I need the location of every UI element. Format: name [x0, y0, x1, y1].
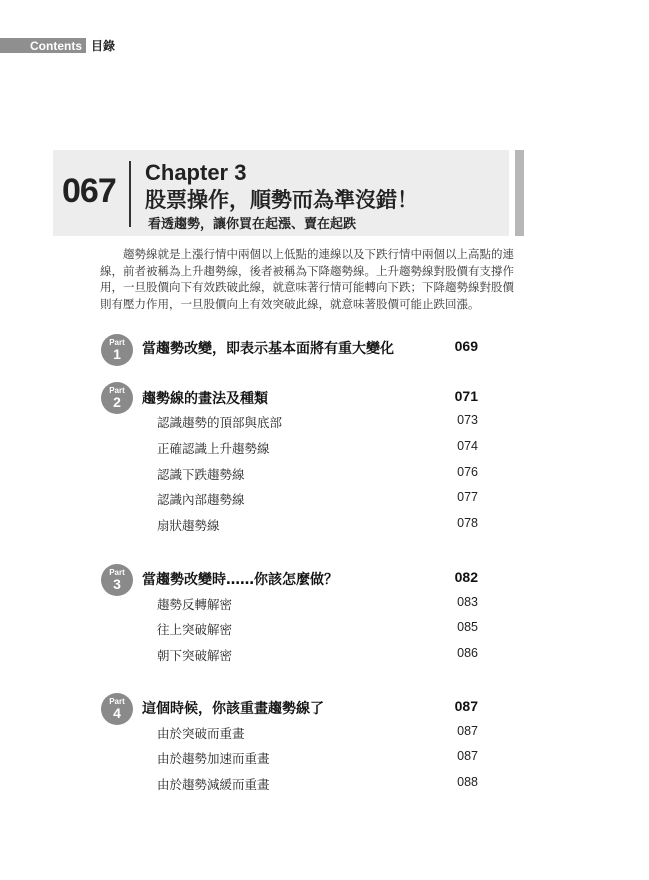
toc-item-page[interactable]: 083	[457, 595, 478, 609]
part-1-title[interactable]: 當趨勢改變，即表示基本面將有重大變化	[142, 341, 394, 357]
chapter-label: Chapter 3	[145, 160, 247, 185]
toc-item-page[interactable]: 076	[457, 465, 478, 479]
part-3-badge	[101, 564, 133, 596]
part-1-badge	[101, 334, 133, 366]
chapter-title[interactable]: 股票操作，順勢而為準沒錯！	[145, 188, 418, 212]
part-4-title[interactable]: 這個時候，你該重畫趨勢線了	[142, 701, 324, 717]
part-word: Part	[109, 338, 125, 347]
chapter-intro: 趨勢線就是上漲行情中兩個以上低點的連線以及下跌行情中兩個以上高點的連線，前者被稱為上升趨勢線，後者被稱為下降趨勢線。上升趨勢線對股價有支撐作用，一旦股價向下有效跌破此線，就意味著行情可能轉向下跌；下降趨勢線對股價則有壓力作用，一旦股價向上有效突破此線，就意味著股價可能止跌回漲。	[100, 247, 514, 311]
part-4-badge	[101, 693, 133, 725]
toc-item[interactable]: 往上突破解密	[157, 622, 233, 637]
part-word: Part	[109, 386, 125, 395]
chapter-divider	[129, 161, 131, 227]
toc-item[interactable]: 趨勢反轉解密	[157, 597, 233, 612]
chapter-page-number[interactable]: 067	[62, 172, 116, 210]
part-4-page[interactable]: 087	[454, 698, 478, 714]
chapter-banner-bar	[515, 150, 524, 236]
part-number: 2	[113, 394, 121, 410]
toc-item-page[interactable]: 074	[457, 439, 478, 453]
part-number: 1	[113, 346, 121, 362]
part-number: 4	[113, 705, 121, 721]
toc-item[interactable]: 由於突破而重畫	[157, 726, 245, 741]
toc-item-page[interactable]: 085	[457, 620, 478, 634]
part-2-badge	[101, 382, 133, 414]
contents-header	[0, 38, 115, 53]
mulu-label: 目錄	[91, 39, 116, 53]
part-3-page[interactable]: 082	[454, 569, 478, 585]
toc-item-page[interactable]: 078	[457, 516, 478, 530]
part-2-page[interactable]: 071	[454, 388, 478, 404]
chapter-subtitle: 看透趨勢，讓你買在起漲、賣在起跌	[148, 217, 357, 232]
part-3-title[interactable]: 當趨勢改變時……你該怎麼做？	[142, 572, 338, 588]
toc-item-page[interactable]: 087	[457, 749, 478, 763]
toc-item[interactable]: 扇狀趨勢線	[157, 518, 220, 533]
toc-item-page[interactable]: 073	[457, 413, 478, 427]
toc-item[interactable]: 認識內部趨勢線	[157, 492, 245, 507]
toc-item-page[interactable]: 087	[457, 724, 478, 738]
toc-item[interactable]: 由於趨勢減緩而重畫	[157, 777, 270, 792]
toc-item-page[interactable]: 086	[457, 646, 478, 660]
toc-item[interactable]: 認識下跌趨勢線	[157, 467, 245, 482]
toc-item-page[interactable]: 088	[457, 775, 478, 789]
toc-item-page[interactable]: 077	[457, 490, 478, 504]
toc-item[interactable]: 認識趨勢的頂部與底部	[157, 415, 283, 430]
toc-item[interactable]: 正確認識上升趨勢線	[157, 441, 270, 456]
part-1-page[interactable]: 069	[454, 338, 478, 354]
part-number: 3	[113, 576, 121, 592]
contents-label: Contents	[0, 38, 86, 53]
part-word: Part	[109, 568, 125, 577]
toc-item[interactable]: 朝下突破解密	[157, 648, 233, 663]
part-word: Part	[109, 697, 125, 706]
part-2-title[interactable]: 趨勢線的畫法及種類	[142, 391, 268, 407]
toc-item[interactable]: 由於趨勢加速而重畫	[157, 751, 270, 766]
